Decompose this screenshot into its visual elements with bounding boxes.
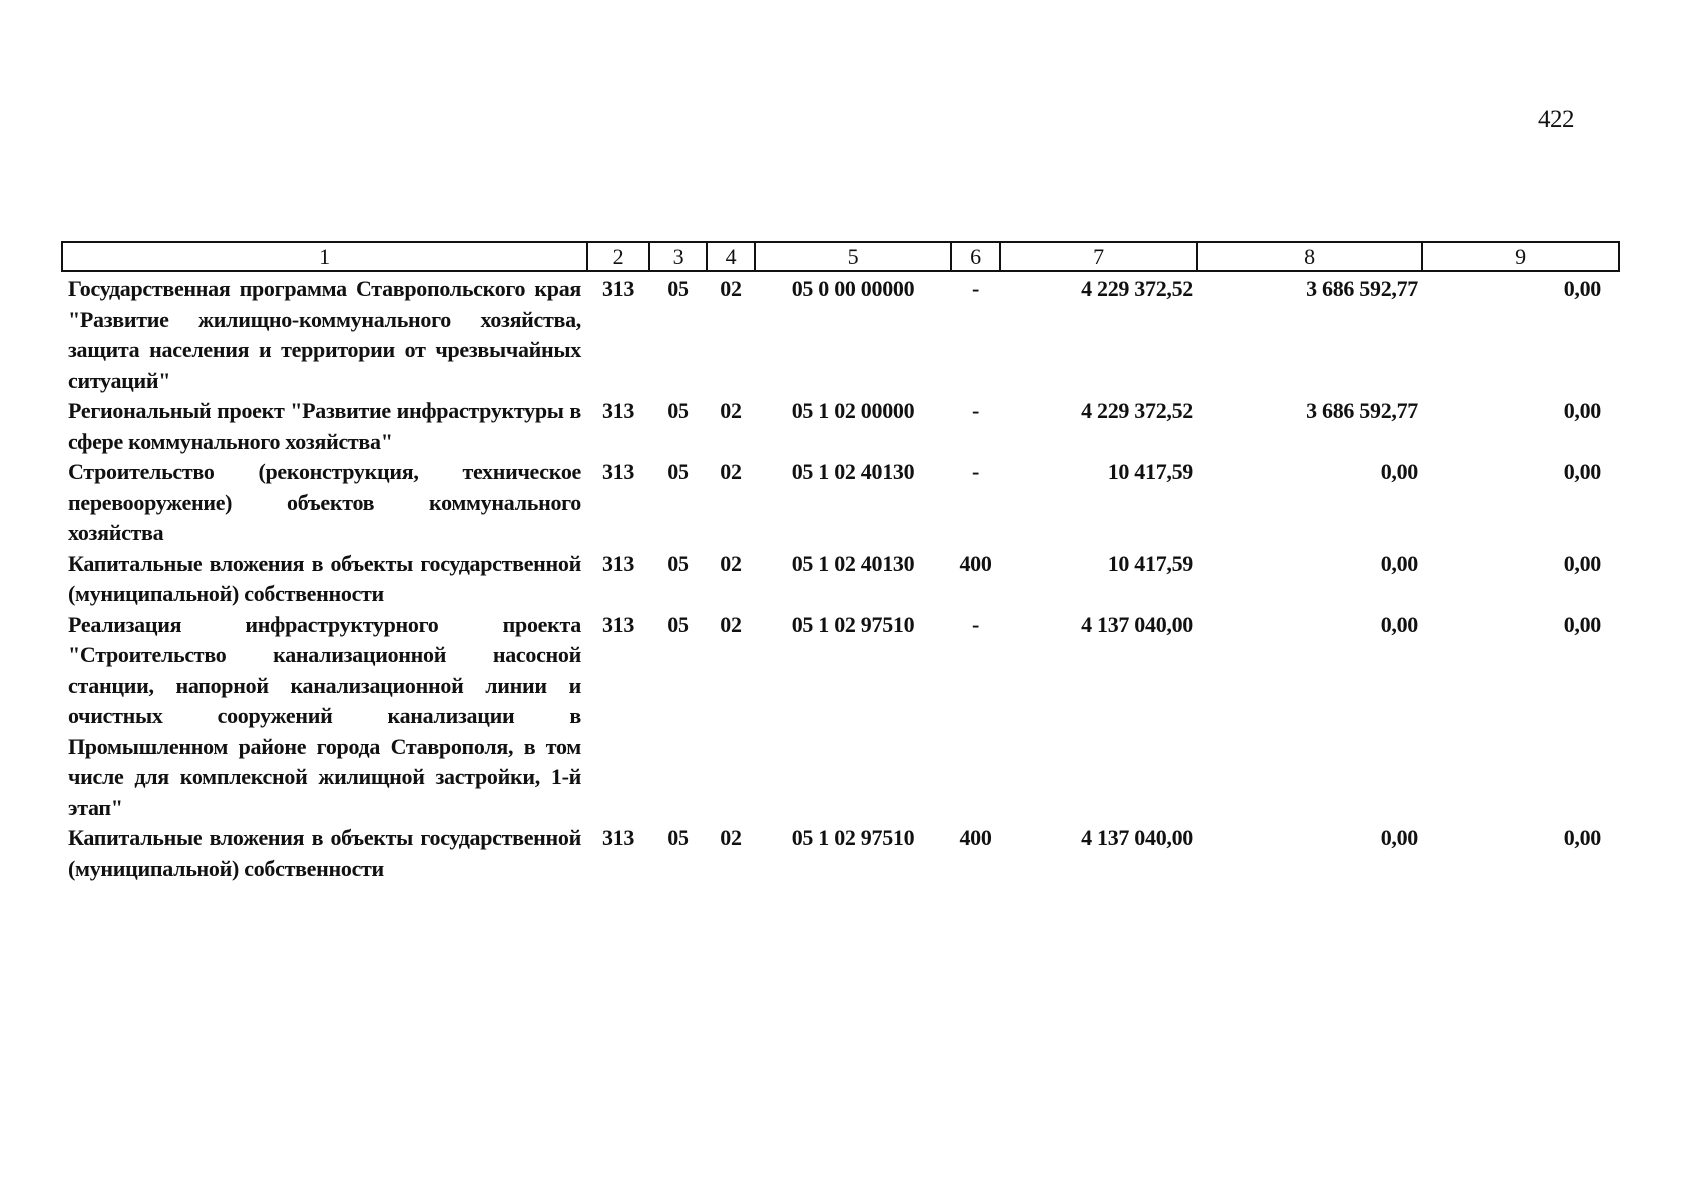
header-col-9: 9 <box>1422 242 1619 271</box>
row-col-2: 313 <box>601 459 635 484</box>
row-col-8: 3 686 592,77 <box>1306 398 1418 423</box>
row-col-4: 02 <box>720 611 742 637</box>
row-col-9: 0,00 <box>1563 459 1601 484</box>
row-name: Строительство (реконструкция, техническое перевооружение) объектов коммунального хозяйства <box>68 459 581 545</box>
row-col-9: 0,00 <box>1563 398 1601 423</box>
header-col-6: 6 <box>951 242 1000 271</box>
row-col-7: 4 229 372,52 <box>1081 276 1193 301</box>
row-col-9: 0,00 <box>1563 276 1601 301</box>
row-col-7: 4 229 372,52 <box>1081 398 1193 423</box>
row-name: Государственная программа Ставропольского края "Развитие жилищно-коммунального хозяйства, защита населения и территории от чрезвычайных ситуаций" <box>68 276 581 393</box>
row-col-5: 05 1 02 97510 <box>791 825 915 850</box>
row-col-4: 02 <box>720 276 742 301</box>
row-col-4: 02 <box>720 550 742 576</box>
row-col-2: 313 <box>601 398 635 423</box>
row-col-6: - <box>971 459 980 484</box>
header-col-4: 4 <box>707 242 755 271</box>
row-col-8: 0,00 <box>1380 550 1418 576</box>
row-col-6: - <box>971 611 980 637</box>
row-col-7: 4 137 040,00 <box>1081 825 1193 850</box>
row-col-2: 313 <box>601 276 635 301</box>
header-col-7: 7 <box>1000 242 1197 271</box>
budget-table <box>61 241 1620 884</box>
page-number: 422 <box>1538 106 1574 133</box>
row-col-7: 10 417,59 <box>1107 459 1193 484</box>
header-col-8: 8 <box>1197 242 1422 271</box>
row-col-2: 313 <box>601 611 635 637</box>
row-name: Капитальные вложения в объекты государственной (муниципальной) собственности <box>68 825 581 881</box>
table-header-row <box>62 242 1619 271</box>
row-col-4: 02 <box>720 459 742 484</box>
row-col-5: 05 0 00 00000 <box>791 276 915 301</box>
header-col-1: 1 <box>62 242 587 271</box>
row-col-8: 0,00 <box>1380 459 1418 484</box>
row-name: Региональный проект "Развитие инфраструктуры в сфере коммунального хозяйства" <box>68 398 581 454</box>
table-row <box>62 457 1619 549</box>
row-col-3: 05 <box>667 550 689 576</box>
row-col-4: 02 <box>720 825 742 850</box>
row-col-9: 0,00 <box>1563 611 1601 637</box>
row-name: Реализация инфраструктурного проекта "Строительство канализационной насосной станции, напорной канализационной линии и очистных сооружений канализации в Промышленном районе города Ставрополя, в том числе для комплексной жилищной застройки, 1-й этап" <box>68 611 581 820</box>
header-col-5: 5 <box>755 242 951 271</box>
row-col-2: 313 <box>601 550 635 576</box>
row-col-7: 10 417,59 <box>1107 550 1193 576</box>
row-col-6: - <box>971 276 980 301</box>
row-col-8: 3 686 592,77 <box>1306 276 1418 301</box>
row-col-3: 05 <box>667 398 689 423</box>
row-col-5: 05 1 02 97510 <box>791 611 915 637</box>
row-col-3: 05 <box>667 459 689 484</box>
row-col-3: 05 <box>667 611 689 637</box>
row-col-9: 0,00 <box>1563 550 1601 576</box>
header-col-3: 3 <box>649 242 707 271</box>
row-col-8: 0,00 <box>1380 825 1418 850</box>
row-col-6: 400 <box>959 550 992 576</box>
header-col-2: 2 <box>587 242 649 271</box>
row-col-5: 05 1 02 40130 <box>791 459 915 484</box>
row-col-4: 02 <box>720 398 742 423</box>
row-col-7: 4 137 040,00 <box>1081 611 1193 637</box>
row-col-2: 313 <box>601 825 635 850</box>
table-row <box>62 823 1619 884</box>
row-col-6: - <box>971 398 980 423</box>
table-row <box>62 549 1619 610</box>
row-col-6: 400 <box>959 825 992 850</box>
row-col-5: 05 1 02 00000 <box>791 398 915 423</box>
row-col-9: 0,00 <box>1563 825 1601 850</box>
row-col-8: 0,00 <box>1380 611 1418 637</box>
row-col-3: 05 <box>667 276 689 301</box>
row-col-5: 05 1 02 40130 <box>791 550 915 576</box>
row-name: Капитальные вложения в объекты государственной (муниципальной) собственности <box>68 550 581 606</box>
row-col-3: 05 <box>667 825 689 850</box>
table-row <box>62 271 1619 396</box>
table-row <box>62 396 1619 457</box>
table-row <box>62 610 1619 824</box>
